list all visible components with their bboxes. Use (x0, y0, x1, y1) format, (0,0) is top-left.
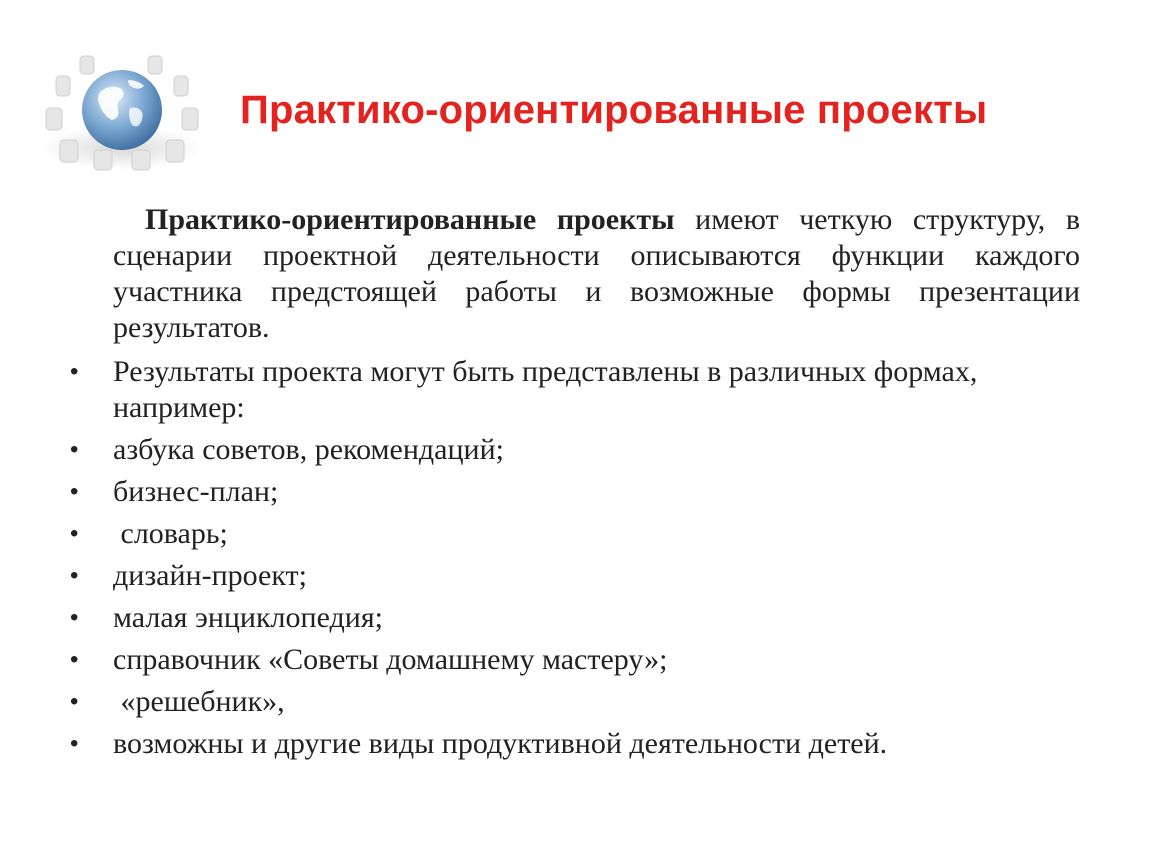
list-item-text: азбука советов, рекомендаций; (113, 433, 504, 466)
list-item-text: «решебник», (113, 685, 285, 718)
list-item (70, 642, 1080, 678)
list-item (70, 516, 1080, 552)
list-item-text: Результаты проекта могут быть представлены в различных формах, например: (113, 355, 978, 424)
intro-paragraph (113, 202, 1080, 346)
bullet-icon: • (70, 646, 79, 673)
bullet-icon: • (70, 436, 79, 463)
bullet-icon: • (70, 358, 79, 385)
list-item (70, 684, 1080, 720)
list-item (70, 558, 1080, 594)
list-item-text: словарь; (113, 517, 228, 550)
intro-lead: Практико-ориентированные проекты (145, 203, 675, 236)
list-item (70, 354, 1080, 426)
list-item-text: дизайн-проект; (113, 559, 307, 592)
bullet-icon: • (70, 730, 79, 757)
list-item-text: справочник «Советы домашнему мастеру»; (113, 643, 668, 676)
list-item (70, 600, 1080, 636)
list-item (70, 474, 1080, 510)
intro-rest: имеют четкую структуру, в сценарии проектной деятельности описываются функции каждого участника предстоящей работы и возможные формы презентации результатов. (113, 203, 1080, 344)
globe-conference-graphic (36, 48, 208, 174)
list-item-text: бизнес-план; (113, 475, 279, 508)
list-item-text: возможны и другие виды продуктивной деятельности детей. (113, 727, 888, 760)
globe-conference-icon (36, 48, 208, 174)
bullet-icon: • (70, 478, 79, 505)
list-item (70, 726, 1080, 762)
list-item-text: малая энциклопедия; (113, 601, 383, 634)
bullet-icon: • (70, 688, 79, 715)
bullet-icon: • (70, 604, 79, 631)
bullet-list (70, 354, 1080, 762)
list-item (70, 432, 1080, 468)
bullet-icon: • (70, 520, 79, 547)
slide-title: Практико-ориентированные проекты (240, 88, 988, 132)
slide-body (70, 202, 1080, 768)
bullet-icon: • (70, 562, 79, 589)
